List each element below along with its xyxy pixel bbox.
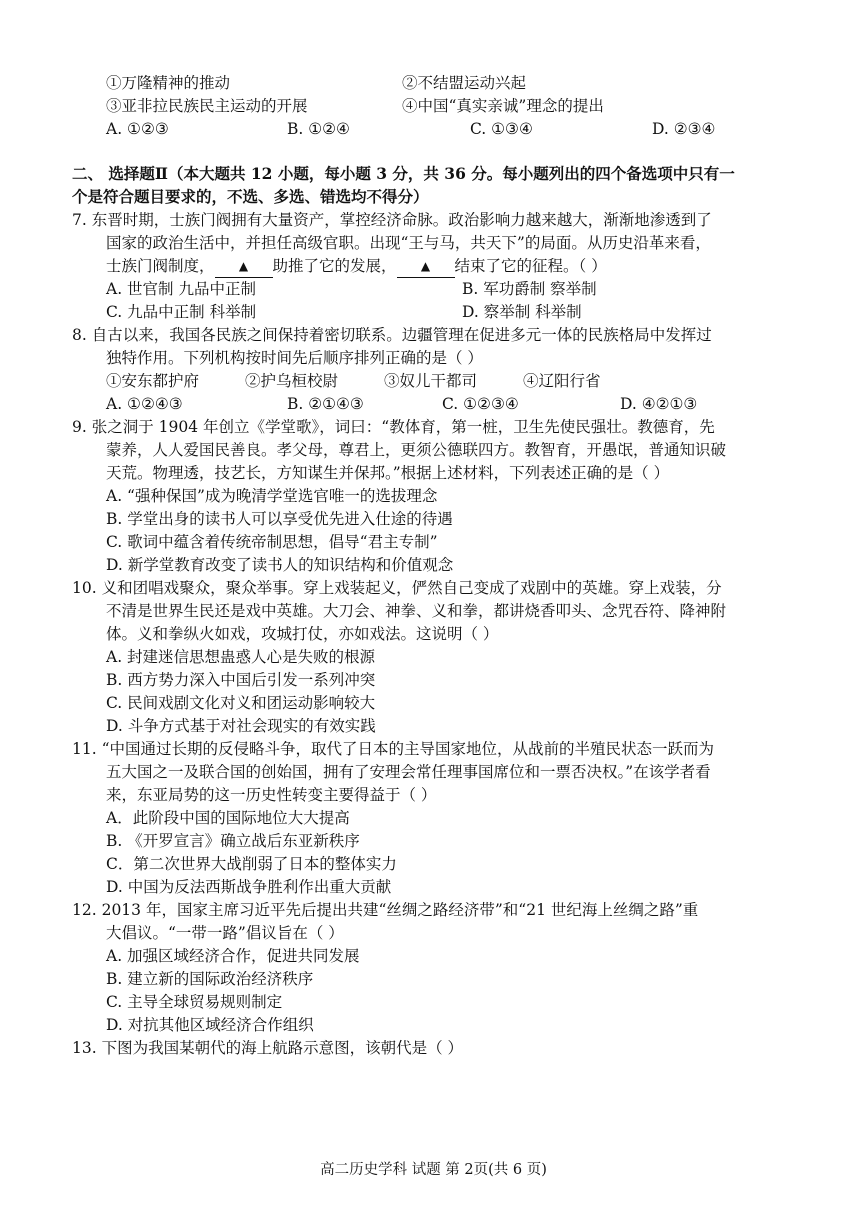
q8-choice-b: B. ②①④③ <box>287 395 364 413</box>
triangle-icon: ▲ <box>420 259 431 273</box>
q6-item-3: ③亚非拉民族民主运动的开展 <box>106 97 308 115</box>
q10-stem-line2: 不清是世界生民还是戏中英雄。大刀会、神拳、义和拳，都讲烧香叩头、念咒吞符、降神附 <box>106 602 727 620</box>
answer-blank-2 <box>397 254 455 278</box>
q7-choice-c: C. 九品中正制 科举制 <box>106 303 257 321</box>
q6-choice-a: A. ①②③ <box>106 120 169 138</box>
q9-choice-d: D. 新学堂教育改变了读书人的知识结构和价值观念 <box>106 556 454 574</box>
q6-choice-c: C. ①③④ <box>470 120 533 138</box>
q9-stem-line1: 9. 张之洞于 1904 年创立《学堂歌》，词曰：“教体育，第一桩，卫生先使民强壮。教德育，先 <box>72 418 715 436</box>
q10-stem-line3: 体。义和拳纵火如戏，攻城打仗，亦如戏法。这说明（ ） <box>106 625 499 643</box>
q7-stem-line2: 国家的政治生活中，并担任高级官职。出现“王与马，共天下”的局面。从历史沿革来看， <box>106 234 711 252</box>
q9-stem-line3: 天荒。物理透，技艺长，方知谋生并保邦。”根据上述材料，下列表述正确的是（ ） <box>106 464 670 482</box>
q9-choice-c: C. 歌词中蕴含着传统帝制思想，倡导“君主专制” <box>106 533 438 551</box>
q6-choice-d: D. ②③④ <box>652 120 716 138</box>
page-footer: 高二历史学科 试题 第 2页(共 6 页) <box>320 1162 547 1178</box>
q11-stem-line2: 五大国之一及联合国的创始国，拥有了安理会常任理事国席位和一票否决权。”在该学者看 <box>106 763 711 781</box>
section2-heading-line2: 个是符合题目要求的，不选、多选、错选均不得分） <box>72 187 429 206</box>
answer-blank-1 <box>215 254 273 278</box>
q8-stem-line2: 独特作用。下列机构按时间先后顺序排列正确的是（ ） <box>106 349 483 367</box>
q12-stem-line2: 大倡议。“一带一路”倡议旨在（ ） <box>106 924 344 942</box>
q11-choice-c: C．第二次世界大战削弱了日本的整体实力 <box>106 855 397 873</box>
q6-item-1: ①万隆精神的推动 <box>106 74 231 92</box>
q7-stem-line3-start: 士族门阀制度， <box>106 257 215 275</box>
section2-heading-line1: 二、 选择题Ⅱ（本大题共 12 小题，每小题 3 分，共 36 分。每小题列出的四个备选项中只有一 <box>72 164 735 183</box>
q8-choice-c: C. ①②③④ <box>442 395 519 413</box>
q7-stem-line3 <box>106 255 607 279</box>
q11-stem-line1: 11. “中国通过长期的反侵略斗争，取代了日本的主导国家地位，从战前的半殖民状态一跃而为 <box>72 740 715 758</box>
q11-choice-d: D. 中国为反法西斯战争胜利作出重大贡献 <box>106 878 392 896</box>
q12-choice-b: B. 建立新的国际政治经济秩序 <box>106 970 314 988</box>
q7-stem-line3-mid: 助推了它的发展， <box>272 257 397 275</box>
q10-choice-a: A. 封建迷信思想蛊惑人心是失败的根源 <box>106 648 376 666</box>
q8-choice-d: D. ④②①③ <box>620 395 698 413</box>
q7-choice-b: B. 军功爵制 察举制 <box>462 280 597 298</box>
q9-stem-line2: 蒙养，人人爱国民善良。孝父母，尊君上，更须公德联四方。教智育，开愚氓，普通知识破 <box>106 441 727 459</box>
q12-choice-a: A. 加强区域经济合作，促进共同发展 <box>106 947 360 965</box>
q8-item-4: ④辽阳行省 <box>523 372 601 390</box>
q7-stem-line1: 7. 东晋时期，士族门阀拥有大量资产，掌控经济命脉。政治影响力越来越大，渐渐地渗透到了 <box>72 211 712 229</box>
q7-choice-a: A. 世官制 九品中正制 <box>106 280 256 298</box>
q8-item-1: ①安东都护府 <box>106 372 200 390</box>
q6-item-4: ④中国“真实亲诚”理念的提出 <box>402 97 604 115</box>
q10-stem-line1: 10. 义和团唱戏聚众，聚众举事。穿上戏装起义，俨然自己变成了戏剧中的英雄。穿上戏装，分 <box>72 579 722 597</box>
q11-choice-a: A．此阶段中国的国际地位大大提高 <box>106 809 350 827</box>
q8-item-3: ③奴儿干都司 <box>384 372 478 390</box>
q6-item-2: ②不结盟运动兴起 <box>402 74 527 92</box>
q8-stem-line1: 8. 自古以来，我国各民族之间保持着密切联系。边疆管理在促进多元一体的民族格局中发挥过 <box>72 326 712 344</box>
q12-choice-d: D. 对抗其他区域经济合作组织 <box>106 1016 314 1034</box>
q10-choice-c: C. 民间戏剧文化对义和团运动影响较大 <box>106 694 376 712</box>
q13-stem: 13. 下图为我国某朝代的海上航路示意图，该朝代是（ ） <box>72 1039 464 1057</box>
q11-stem-line3: 来，东亚局势的这一历史性转变主要得益于（ ） <box>106 786 437 804</box>
q8-item-2: ②护乌桓校尉 <box>245 372 339 390</box>
triangle-icon: ▲ <box>238 259 249 273</box>
q12-choice-c: C. 主导全球贸易规则制定 <box>106 993 283 1011</box>
q7-choice-d: D. 察举制 科举制 <box>462 303 582 321</box>
q9-choice-a: A. “强种保国”成为晚清学堂选官唯一的选拔理念 <box>106 487 438 505</box>
q11-choice-b: B. 《开罗宣言》确立战后东亚新秩序 <box>106 832 360 850</box>
q10-choice-d: D. 斗争方式基于对社会现实的有效实践 <box>106 717 376 735</box>
q6-choice-b: B. ①②④ <box>287 120 350 138</box>
q9-choice-b: B. 学堂出身的读书人可以享受优先进入仕途的待遇 <box>106 510 453 528</box>
q10-choice-b: B. 西方势力深入中国后引发一系列冲突 <box>106 671 376 689</box>
q8-choice-a: A. ①②④③ <box>106 395 183 413</box>
q12-stem-line1: 12. 2013 年，国家主席习近平先后提出共建“丝绸之路经济带”和“21 世纪海上丝绸之路”重 <box>72 901 699 919</box>
q7-stem-line3-end: 结束了它的征程。（ ） <box>454 257 607 275</box>
